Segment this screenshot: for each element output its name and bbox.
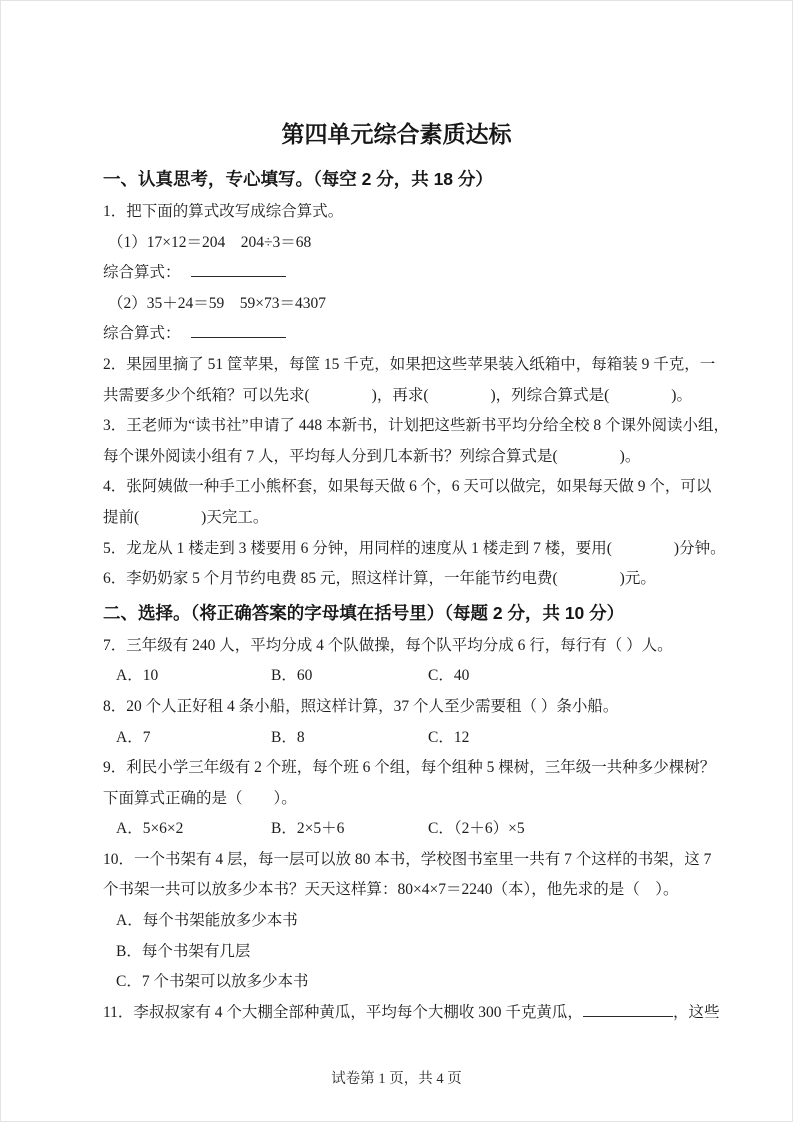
answer-blank (583, 1001, 673, 1017)
question-1-stem: 1．把下面的算式改写成综合算式。 (103, 203, 344, 220)
question-8-options (103, 723, 690, 754)
answer-blank (191, 261, 286, 277)
option-b: B．8 (271, 728, 305, 746)
composite-expression-label: 综合算式： (103, 325, 181, 343)
section1-heading: 一、认真思考，专心填写。（每空 2 分，共 18 分） (103, 169, 493, 189)
question-1-answer-line-1 (103, 258, 690, 289)
option-a: A．10 (116, 667, 159, 685)
option-b: B．60 (271, 667, 313, 685)
question-10-option-a: A．每个书架能放多少本书 (116, 912, 298, 930)
question-5: 5．龙龙从 1 楼走到 3 楼要用 6 分钟，用同样的速度从 1 楼走到 7 楼，要用( )分钟。 (103, 539, 726, 557)
page-title: 第四单元综合素质达标 (281, 121, 512, 147)
answer-blank (191, 322, 286, 338)
question-3-line-2: 每个课外阅读小组有 7 人，平均每人分到几本新书？列综合算式是( )。 (103, 447, 641, 465)
question-7-stem: 7．三年级有 240 人，平均分成 4 个队做操，每个队平均分成 6 行，每行有（ ）人。 (103, 636, 673, 654)
question-11-line-1 (103, 998, 720, 1029)
section2-heading: 二、选择。（将正确答案的字母填在括号里）（每题 2 分，共 10 分） (103, 602, 625, 623)
question-10-option-c: C．7 个书架可以放多少本书 (116, 973, 309, 991)
question-7-options (103, 661, 690, 692)
question-2-line-1: 2．果园里摘了 51 筐苹果，每筐 15 千克，如果把这些苹果装入纸箱中，每箱装 9 千克，一 (103, 355, 716, 373)
question-9-options (103, 814, 690, 845)
question-1-answer-line-2 (103, 319, 690, 350)
option-c: C．（2＋6）×5 (428, 820, 525, 838)
page-content (1, 1, 792, 1028)
question-4-line-1: 4．张阿姨做一种手工小熊杯套，如果每天做 6 个，6 天可以做完，如果每天做 9 个，可以 (103, 478, 712, 496)
question-10-option-b: B．每个书架有几层 (116, 942, 251, 960)
question-1-part2: （2）35＋24＝59 59×73＝4307 (108, 294, 326, 312)
question-1-part1: （1）17×12＝204 204÷3＝68 (108, 233, 312, 251)
composite-expression-label: 综合算式： (103, 264, 181, 282)
option-a: A．7 (116, 728, 151, 746)
question-11-pre: 11．李叔叔家有 4 个大棚全部种黄瓜，平均每个大棚收 300 千克黄瓜， (103, 1003, 583, 1021)
option-b: B．2×5＋6 (271, 820, 345, 838)
option-c: C．40 (428, 667, 470, 685)
question-10-line-2: 个书架一共可以放多少本书？天天这样算：80×4×7＝2240（本），他先求的是（ ）。 (103, 881, 679, 899)
question-10-line-1: 10．一个书架有 4 层，每一层可以放 80 本书，学校图书室里一共有 7 个这样的书架，这 7 (103, 850, 712, 868)
question-4-line-2: 提前( )天完工。 (103, 508, 269, 526)
question-3-line-1: 3．王老师为“读书社”申请了 448 本新书，计划把这些新书平均分给全校 8 个课外阅读小组， (103, 417, 730, 435)
option-c: C．12 (428, 728, 470, 746)
question-11-post: ，这些 (672, 1003, 720, 1021)
question-8-stem: 8．20 个人正好租 4 条小船，照这样计算，37 个人至少需要租（ ）条小船。 (103, 697, 619, 715)
option-a: A．5×6×2 (116, 820, 184, 838)
question-2-line-2: 共需要多少个纸箱？可以先求( )，再求( )，列综合算式是( )。 (103, 386, 692, 404)
page-footer: 试卷第 1 页，共 4 页 (331, 1071, 462, 1087)
question-9-line-1: 9．利民小学三年级有 2 个班，每个班 6 个组，每个组种 5 棵树，三年级一共种多少棵树？ (103, 759, 716, 777)
question-6: 6．李奶奶家 5 个月节约电费 85 元，照这样计算，一年能节约电费( )元。 (103, 570, 656, 588)
question-9-line-2: 下面算式正确的是（ ）。 (103, 789, 297, 807)
